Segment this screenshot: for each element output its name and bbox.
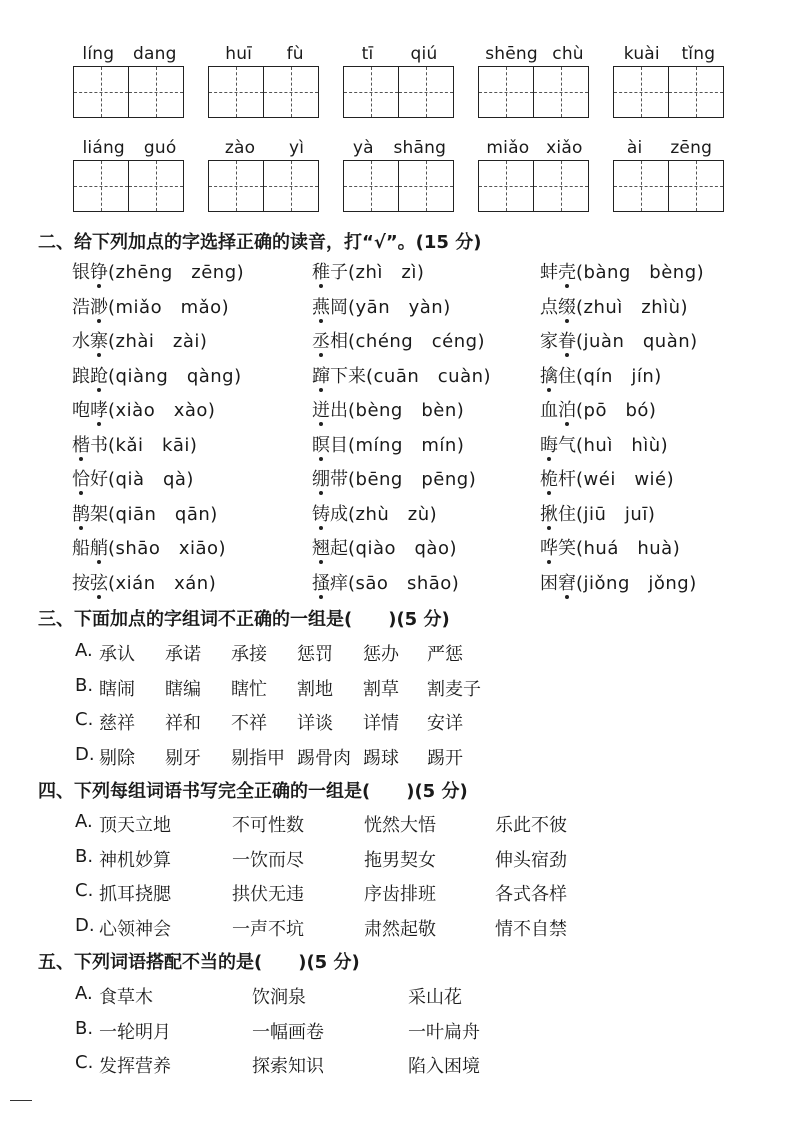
reading-char: 瞑 [312, 434, 330, 456]
reading-options[interactable]: (jiǒng jǒng) [576, 572, 697, 594]
reading-item [72, 362, 242, 388]
reading-char: 咆 [72, 400, 90, 421]
reading-word [312, 366, 366, 387]
pinyin-syllable: huī [225, 44, 253, 64]
option-word: 顶天立地 [99, 815, 171, 836]
reading-char: 晦 [540, 434, 558, 456]
pinyin-syllable: kuài [623, 44, 660, 64]
reading-word [312, 297, 348, 318]
reading-options[interactable]: (cuān cuàn) [366, 365, 492, 387]
reading-item [72, 500, 218, 526]
reading-char: 目 [330, 434, 348, 456]
option-word: 拖男契女 [364, 849, 436, 871]
reading-word [540, 538, 576, 559]
reading-char: 丞 [312, 331, 330, 352]
reading-row [72, 431, 772, 466]
option-letter: B. [75, 845, 94, 867]
pinyin-label [208, 44, 321, 66]
reading-word [540, 435, 576, 456]
reading-char: 住 [558, 503, 576, 525]
reading-item [540, 431, 668, 457]
reading-row [72, 327, 772, 362]
reading-item [540, 465, 674, 491]
option-word: 瞎编 [165, 678, 201, 700]
reading-options[interactable]: (huá huà) [576, 538, 681, 559]
writing-box[interactable] [398, 160, 454, 212]
writing-box[interactable] [613, 66, 669, 118]
option-word: 惩办 [363, 644, 399, 665]
reading-row [72, 569, 772, 604]
option-word: 详情 [363, 713, 399, 734]
reading-item [540, 500, 655, 526]
character-boxes [73, 66, 184, 118]
reading-word [72, 331, 108, 352]
option-word: 割麦子 [427, 678, 481, 700]
reading-char: 杆 [558, 469, 576, 490]
option-word: 剔除 [99, 747, 135, 769]
reading-item [540, 362, 662, 388]
option-word: 割地 [297, 678, 333, 700]
reading-options[interactable]: (qiàng qàng) [108, 365, 242, 387]
option-word: 割草 [363, 678, 399, 700]
writing-box[interactable] [208, 66, 264, 118]
reading-word [540, 469, 576, 490]
reading-options[interactable]: (bàng bèng) [576, 262, 705, 283]
reading-options[interactable]: (yān yàn) [348, 296, 451, 318]
option-word: 拱伏无违 [232, 884, 304, 905]
reading-char: 桅 [540, 469, 558, 490]
reading-item [312, 465, 476, 491]
reading-item [72, 293, 229, 319]
option-word: 陷入困境 [408, 1056, 480, 1077]
option-word: 心领神会 [99, 918, 171, 940]
reading-char: 寨 [90, 331, 108, 352]
pinyin-label [208, 138, 321, 160]
section-2-title: 二、给下列加点的字选择正确的读音，打“√”。(15 分) [38, 232, 482, 253]
reading-char: 好 [90, 469, 108, 490]
reading-char: 带 [330, 469, 348, 490]
reading-options[interactable]: (zhì zì) [348, 262, 425, 283]
character-boxes [343, 160, 454, 212]
pinyin-syllable: zēng [670, 138, 713, 158]
reading-options[interactable]: (qín jín) [576, 365, 662, 387]
reading-char: 眷 [558, 331, 576, 352]
writing-box[interactable] [398, 66, 454, 118]
option-word: 神机妙算 [99, 849, 171, 871]
character-boxes [613, 160, 724, 212]
reading-options[interactable]: (xiào xào) [108, 400, 216, 421]
pinyin-syllable: chù [552, 44, 584, 64]
reading-item [312, 431, 464, 457]
reading-char: 泊 [558, 400, 576, 421]
reading-options[interactable]: (qiào qào) [348, 538, 457, 559]
character-boxes [613, 66, 724, 118]
reading-word [540, 297, 576, 318]
section-4-title: 四、下列每组词语书写完全正确的一组是( )(5 分) [38, 781, 468, 802]
option-word: 严惩 [427, 644, 463, 665]
reading-row [72, 396, 772, 431]
option-letter: C. [75, 1052, 94, 1073]
reading-options[interactable]: (míng mín) [348, 434, 465, 456]
writing-box[interactable] [208, 160, 264, 212]
pinyin-label [613, 138, 726, 160]
pinyin-syllable: líng [82, 44, 115, 64]
reading-char: 笑 [558, 538, 576, 559]
reading-char: 岡 [330, 296, 348, 318]
reading-char: 稚 [312, 262, 330, 283]
reading-row [72, 258, 772, 293]
reading-word [72, 366, 108, 387]
pinyin-syllable: yì [288, 138, 305, 158]
reading-item [540, 327, 698, 353]
reading-item [312, 258, 424, 284]
option-word: 踢球 [363, 747, 399, 769]
option-word: 恍然大悟 [364, 815, 436, 836]
option-word: 踢骨肉 [297, 747, 351, 769]
reading-char: 下 [330, 365, 348, 387]
reading-char: 踉 [72, 365, 90, 387]
option-word: 一轮明月 [99, 1021, 171, 1043]
character-boxes [208, 160, 319, 212]
reading-options[interactable]: (zhài zài) [108, 331, 208, 352]
reading-options[interactable]: (qià qà) [108, 469, 194, 490]
reading-char: 蚌 [540, 262, 558, 283]
character-boxes [73, 160, 184, 212]
reading-word [312, 331, 348, 352]
reading-options[interactable]: (chéng céng) [348, 331, 486, 352]
reading-word [312, 469, 348, 490]
section-5-title: 五、下列词语搭配不当的是( )(5 分) [38, 952, 360, 973]
option-letter: D. [75, 914, 95, 936]
reading-char: 浩 [72, 296, 90, 318]
reading-options[interactable]: (pō bó) [576, 400, 657, 421]
reading-char: 渺 [90, 296, 108, 318]
option-word: 序齿排班 [364, 884, 436, 905]
reading-choice-grid [72, 258, 772, 603]
reading-item [312, 362, 491, 388]
option-word: 惩罚 [297, 644, 333, 665]
reading-item [540, 293, 688, 319]
reading-char: 银 [72, 262, 90, 283]
reading-char: 燕 [312, 296, 330, 318]
reading-char: 痒 [330, 572, 348, 594]
reading-char: 书 [90, 434, 108, 456]
reading-options[interactable]: (kǎi kāi) [108, 434, 198, 456]
writing-box[interactable] [478, 160, 534, 212]
page-edge-mark [10, 1100, 32, 1101]
reading-word [540, 573, 576, 594]
reading-options[interactable]: (xián xán) [108, 572, 217, 594]
reading-item [540, 569, 697, 595]
reading-item [312, 396, 464, 422]
reading-word [72, 262, 108, 283]
reading-options[interactable]: (sāo shāo) [348, 572, 460, 594]
reading-options[interactable]: (qiān qān) [108, 503, 218, 525]
reading-item [540, 534, 680, 560]
pinyin-syllable: dang [133, 44, 177, 64]
reading-word [72, 573, 108, 594]
reading-char: 按 [72, 572, 90, 594]
reading-word [540, 366, 576, 387]
option-word: 各式各样 [495, 884, 567, 905]
reading-options[interactable]: (juàn quàn) [576, 331, 698, 352]
reading-word [312, 262, 348, 283]
pinyin-label [73, 138, 186, 160]
reading-char: 成 [330, 503, 348, 525]
character-boxes [343, 66, 454, 118]
option-word: 踢开 [427, 747, 463, 769]
option-word: 承诺 [165, 644, 201, 665]
option-word: 肃然起敬 [364, 918, 436, 940]
reading-char: 哗 [540, 538, 558, 559]
reading-char: 水 [72, 331, 90, 352]
character-boxes [478, 160, 589, 212]
grid-row [0, 44, 794, 144]
character-boxes [208, 66, 319, 118]
pinyin-label [343, 138, 456, 160]
reading-word [72, 400, 108, 421]
writing-box[interactable] [478, 66, 534, 118]
pinyin-syllable: shēng [485, 44, 538, 64]
reading-word [540, 400, 576, 421]
reading-word [312, 435, 348, 456]
reading-char: 起 [330, 538, 348, 559]
option-word: 剔牙 [165, 747, 201, 769]
option-word: 采山花 [408, 987, 462, 1008]
reading-word [72, 435, 108, 456]
writing-box[interactable] [343, 160, 399, 212]
option-word: 伸头宿劲 [495, 849, 567, 871]
reading-item [540, 396, 656, 422]
reading-char: 相 [330, 331, 348, 352]
reading-row [72, 465, 772, 500]
option-letter: A. [75, 811, 93, 832]
reading-options[interactable]: (wéi wié) [576, 469, 675, 490]
pinyin-syllable: tǐng [681, 44, 716, 64]
reading-item [312, 500, 437, 526]
reading-word [312, 573, 348, 594]
reading-char: 揪 [540, 503, 558, 525]
reading-char: 气 [558, 434, 576, 456]
pinyin-label [613, 44, 726, 66]
pinyin-syllable: yà [352, 138, 374, 158]
option-letter: A. [75, 640, 93, 661]
section-3-title: 三、下面加点的字组词不正确的一组是( )(5 分) [38, 609, 450, 630]
pinyin-syllable: liáng [82, 138, 125, 158]
reading-options[interactable]: (zhù zù) [348, 503, 438, 525]
option-letter: A. [75, 983, 93, 1004]
reading-options[interactable]: (zhuì zhìù) [576, 296, 689, 318]
writing-box[interactable] [128, 160, 184, 212]
pinyin-syllable: xiǎo [546, 138, 583, 158]
reading-char: 铸 [312, 503, 330, 525]
option-word: 情不自禁 [495, 918, 567, 940]
reading-item [72, 396, 215, 422]
option-word: 祥和 [165, 713, 201, 734]
reading-word [72, 469, 108, 490]
writing-box[interactable] [263, 160, 319, 212]
option-word: 详谈 [297, 713, 333, 734]
reading-char: 恰 [72, 469, 90, 490]
reading-row [72, 534, 772, 569]
reading-char: 家 [540, 331, 558, 352]
writing-box[interactable] [343, 66, 399, 118]
writing-box[interactable] [73, 66, 129, 118]
option-word: 一饮而尽 [232, 849, 304, 871]
reading-item [312, 569, 459, 595]
reading-item [540, 258, 704, 284]
reading-char: 壳 [558, 262, 576, 283]
reading-char: 绷 [312, 469, 330, 490]
reading-options[interactable]: (huì hìù) [576, 434, 669, 456]
reading-word [540, 504, 576, 525]
reading-char: 窘 [558, 572, 576, 594]
option-word: 一幅画卷 [252, 1021, 324, 1043]
reading-word [540, 262, 576, 283]
reading-row [72, 362, 772, 397]
reading-row [72, 500, 772, 535]
reading-char: 跄 [90, 365, 108, 387]
reading-word [312, 504, 348, 525]
option-word: 瞎闹 [99, 678, 135, 700]
reading-char: 点 [540, 296, 558, 318]
pinyin-syllable: miǎo [486, 138, 530, 158]
pinyin-label [478, 138, 591, 160]
option-word: 乐此不彼 [495, 815, 567, 836]
pinyin-syllable: shāng [393, 138, 447, 158]
option-letter: D. [75, 743, 95, 765]
option-word: 承接 [231, 644, 267, 665]
reading-word [72, 297, 108, 318]
option-word: 抓耳挠腮 [99, 884, 171, 905]
reading-item [72, 431, 197, 457]
option-word: 发挥营养 [99, 1056, 171, 1077]
pinyin-label [73, 44, 186, 66]
option-word: 一叶扁舟 [408, 1021, 480, 1043]
reading-char: 来 [348, 365, 366, 387]
reading-options[interactable]: (shāo xiāo) [108, 538, 227, 559]
reading-word [540, 331, 576, 352]
reading-word [72, 504, 108, 525]
option-word: 食草木 [99, 987, 153, 1008]
reading-word [312, 400, 348, 421]
reading-item [72, 258, 244, 284]
option-word: 不祥 [231, 713, 267, 734]
reading-char: 艄 [90, 538, 108, 559]
reading-options[interactable]: (bēng pēng) [348, 469, 477, 490]
reading-item [72, 465, 194, 491]
pinyin-syllable: fù [286, 44, 304, 64]
reading-item [312, 327, 485, 353]
reading-char: 船 [72, 538, 90, 559]
writing-box[interactable] [73, 160, 129, 212]
option-word: 饮涧泉 [252, 987, 306, 1008]
writing-box[interactable] [613, 160, 669, 212]
reading-options[interactable]: (miǎo mǎo) [108, 296, 230, 318]
reading-char: 子 [330, 262, 348, 283]
reading-word [72, 538, 108, 559]
reading-char: 鹊 [72, 503, 90, 525]
reading-char: 搔 [312, 572, 330, 594]
reading-char: 哮 [90, 400, 108, 421]
reading-options[interactable]: (bèng bèn) [348, 400, 465, 421]
option-word: 安详 [427, 713, 463, 734]
option-word: 承认 [99, 644, 135, 665]
reading-item [312, 293, 451, 319]
writing-box[interactable] [263, 66, 319, 118]
reading-char: 铮 [90, 262, 108, 283]
writing-box[interactable] [128, 66, 184, 118]
reading-options[interactable]: (jiū juī) [576, 503, 656, 525]
pinyin-syllable: zào [224, 138, 256, 158]
reading-char: 困 [540, 572, 558, 594]
pinyin-syllable: guó [143, 138, 177, 158]
writing-box[interactable] [668, 66, 724, 118]
reading-row [72, 293, 772, 328]
option-word: 慈祥 [99, 713, 135, 734]
reading-char: 蹿 [312, 365, 330, 387]
reading-item [312, 534, 457, 560]
reading-char: 出 [330, 400, 348, 421]
reading-char: 住 [558, 365, 576, 387]
option-letter: C. [75, 709, 94, 730]
option-letter: B. [75, 674, 94, 696]
pinyin-syllable: qiú [410, 44, 438, 64]
pinyin-label [478, 44, 591, 66]
reading-char: 楷 [72, 434, 90, 456]
writing-box[interactable] [668, 160, 724, 212]
reading-char: 弦 [90, 572, 108, 594]
pinyin-label [343, 44, 456, 66]
reading-item [72, 569, 216, 595]
pinyin-syllable: ài [626, 138, 643, 158]
option-word: 剔指甲 [231, 747, 285, 769]
character-boxes [478, 66, 589, 118]
option-letter: C. [75, 880, 94, 901]
reading-char: 缀 [558, 296, 576, 318]
option-word: 不可性数 [232, 815, 304, 836]
option-word: 瞎忙 [231, 678, 267, 700]
reading-char: 迸 [312, 400, 330, 421]
option-word: 探索知识 [252, 1056, 324, 1077]
reading-item [72, 327, 207, 353]
reading-word [312, 538, 348, 559]
reading-char: 翘 [312, 538, 330, 559]
grid-row [0, 138, 794, 238]
reading-options[interactable]: (zhēng zēng) [108, 262, 245, 283]
reading-char: 擒 [540, 365, 558, 387]
writing-box[interactable] [533, 160, 589, 212]
option-letter: B. [75, 1017, 94, 1039]
pinyin-syllable: tī [361, 44, 374, 64]
writing-box[interactable] [533, 66, 589, 118]
reading-item [72, 534, 226, 560]
reading-char: 血 [540, 400, 558, 421]
option-word: 一声不坑 [232, 918, 304, 940]
reading-char: 架 [90, 503, 108, 525]
